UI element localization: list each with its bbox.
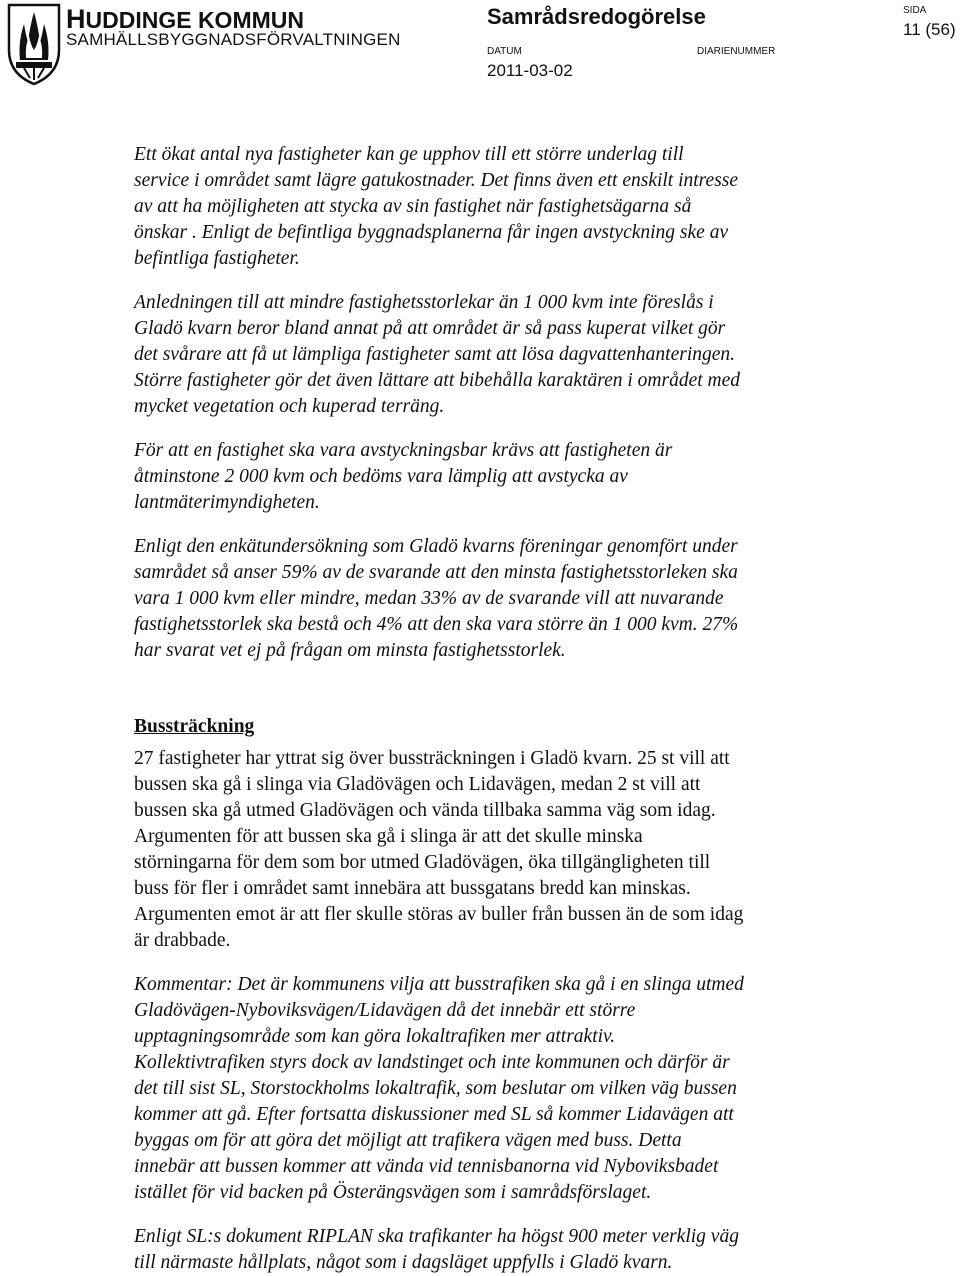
paragraph: Ett ökat antal nya fastigheter kan ge upphov till ett större underlag till service i området samt lägre gatukostnader. Det finns även ett enskilt intresse av att ha möjligheten att stycka av sin fastighet när fastighetsägarna så önskar . Enligt de befintliga byggnadsplanerna får ingen avstyckning ske av befintliga fastigheter. (134, 144, 739, 269)
paragraph: Enligt SL:s dokument RIPLAN ska trafikanter ha högst 900 meter verklig väg till närmaste hållplats, något som i dagsläget uppfylls i Gladö kvarn. (134, 1226, 739, 1273)
org-name: HUDDINGE KOMMUN (66, 4, 304, 34)
paragraph: 27 fastigheter har yttrat sig över bussträckningen i Gladö kvarn. 25 st vill att bussen ska gå i slinga via Gladövägen och Lidavägen, medan 2 st vill att bussen ska gå utmed Gladövägen och vända tillbaka samma väg som idag. Argumenten för att bussen ska gå i slinga är att det skulle minska störningarna för dem som bor utmed Gladövägen, öka tillgängligheten till buss för fler i området samt innebära att bussgatans bredd kan minskas. Argumenten emot är att fler skulle störas av buller från bussen än de som idag är drabbade. (134, 748, 744, 951)
document-header (0, 0, 960, 90)
document-title: Samrådsredogörelse (487, 4, 706, 29)
datum-label: DATUM (487, 46, 522, 57)
section-heading: Bussträckning (134, 716, 255, 737)
huddinge-coat-of-arms-icon (6, 2, 62, 86)
bus-route-section (134, 746, 834, 1276)
diarienummer-label: DIARIENUMMER (697, 46, 776, 57)
page-number: 11 (56) (903, 20, 956, 39)
paragraph: För att en fastighet ska vara avstyckningsbar krävs att fastigheten är åtminstone 2 000 kvm och bedöms vara lämplig att avstycka av lantmäterimyndigheten. (134, 440, 673, 513)
paragraph: Enligt den enkätundersökning som Gladö kvarns föreningar genomfört under samrådet så anser 59% av de svarande att den minsta fastighetsstorleken ska vara 1 000 kvm eller mindre, medan 33% av de svarande vill att nuvarande fastighetsstorlek ska bestå och 4% att den ska vara större än 1 000 kvm. 27% har svarat vet ej på frågan om minsta fastighetsstorlek. (134, 536, 739, 661)
paragraph: Anledningen till att mindre fastighetsstorlekar än 1 000 kvm inte föreslås i Gladö kvarn beror bland annat på att området är så pass kuperat vilket gör det svårare att få ut lämpliga fastigheter samt att lösa dagvattenhanteringen. Större fastigheter gör det även lättare att bibehålla karaktären i området med mycket vegetation och kuperad terräng. (134, 292, 741, 417)
comment-section (134, 142, 834, 664)
paragraph: Kommentar: Det är kommunens vilja att busstrafiken ska gå i en slinga utmed Gladövägen-Nyboviksvägen/Lidavägen då det innebär ett större upptagningsområde som kan göra lokaltrafiken mer attraktiv. Kollektivtrafiken styrs dock av landstinget och inte kommunen och därför är det till sist SL, Storstockholms lokaltrafik, som beslutar om vilken väg bussen kommer att gå. Efter fortsatta diskussioner med SL så kommer Lidavägen att byggas om för att göra det möjligt att trafikera vägen med buss. Detta innebär att bussen kommer att vända vid tennisbanorna vid Nyboviksbadet istället för vid backen på Österängsvägen som i samrådsförslaget. (134, 974, 744, 1203)
sida-label: SIDA (903, 5, 927, 16)
department-name: SAMHÄLLSBYGGNADSFÖRVALTNINGEN (66, 30, 401, 49)
document-date: 2011-03-02 (487, 61, 573, 80)
